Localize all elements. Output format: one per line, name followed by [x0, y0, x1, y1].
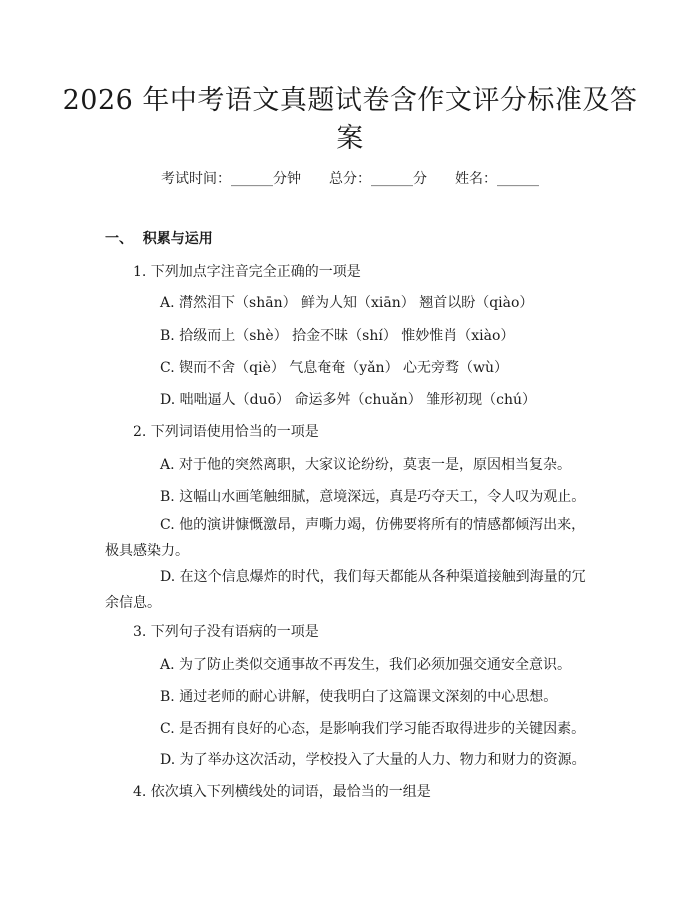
- option-label: B.: [160, 489, 175, 505]
- question-stem: 2. 下列词语使用恰当的一项是: [133, 424, 319, 440]
- option-d: [160, 389, 536, 409]
- total-score-field: 总分：______分: [329, 171, 427, 187]
- exam-info-line: [0, 168, 700, 188]
- option-label: B.: [160, 328, 175, 344]
- option-c: [160, 357, 508, 377]
- option-text: 通过老师的耐心讲解，使我明白了这篇课文深刻的中心思想。: [179, 689, 558, 705]
- name-field: 姓名：______: [455, 171, 539, 187]
- option-label: A.: [160, 457, 175, 473]
- option-d: [105, 564, 590, 616]
- option-text: 是否拥有良好的心态，是影响我们学习能否取得进步的关键因素。: [179, 721, 586, 737]
- section-heading: 一、 积累与运用: [105, 231, 213, 247]
- option-text: 咄咄逼人（duō） 命运多舛（chuǎn） 雏形初现（chú）: [179, 392, 537, 408]
- option-a: [160, 454, 571, 474]
- question-stem: 4. 依次填入下列横线处的词语，最恰当的一组是: [133, 784, 431, 800]
- option-a: [160, 654, 571, 674]
- option-b: [160, 325, 514, 345]
- option-text: 为了举办这次活动，学校投入了大量的人力、物力和财力的资源。: [179, 752, 586, 768]
- option-label: D.: [160, 752, 176, 768]
- option-text: 对于他的突然离职，大家议论纷纷，莫衷一是，原因相当复杂。: [179, 457, 572, 473]
- option-d: [160, 749, 586, 769]
- option-label: A.: [160, 295, 175, 311]
- option-text: 在这个信息爆炸的时代，我们每天都能从各种渠道接触到海量的冗余信息。: [105, 569, 586, 611]
- option-text: 为了防止类似交通事故不再发生，我们必须加强交通安全意识。: [179, 657, 572, 673]
- option-text: 他的演讲慷慨激昂，声嘶力竭，仿佛要将所有的情感都倾泻出来，极具感染力。: [105, 517, 586, 559]
- option-b: [160, 686, 557, 706]
- option-label: C.: [160, 517, 175, 533]
- option-label: C.: [160, 721, 175, 737]
- question-stem: 1. 下列加点字注音完全正确的一项是: [133, 264, 361, 280]
- option-text: 潸然泪下（shān） 鲜为人知（xiān） 翘首以盼（qiào）: [179, 295, 534, 311]
- option-b: [160, 486, 585, 506]
- option-text: 锲而不舍（qiè） 气息奄奄（yǎn） 心无旁骛（wù）: [179, 360, 509, 376]
- option-text: 拾级而上（shè） 拾金不昧（shí） 惟妙惟肖（xiào）: [179, 328, 515, 344]
- option-a: [160, 292, 533, 312]
- option-c: [105, 512, 590, 564]
- option-label: C.: [160, 360, 175, 376]
- option-label: D.: [160, 569, 176, 585]
- option-text: 这幅山水画笔触细腻，意境深远，真是巧夺天工，令人叹为观止。: [179, 489, 586, 505]
- option-c: [160, 718, 585, 738]
- question-stem: 3. 下列句子没有语病的一项是: [133, 624, 319, 640]
- option-label: B.: [160, 689, 175, 705]
- exam-title: 2026 年中考语文真题试卷含作文评分标准及答案: [62, 85, 638, 154]
- option-label: D.: [160, 392, 176, 408]
- exam-time-field: 考试时间：______分钟: [161, 171, 301, 187]
- option-label: A.: [160, 657, 175, 673]
